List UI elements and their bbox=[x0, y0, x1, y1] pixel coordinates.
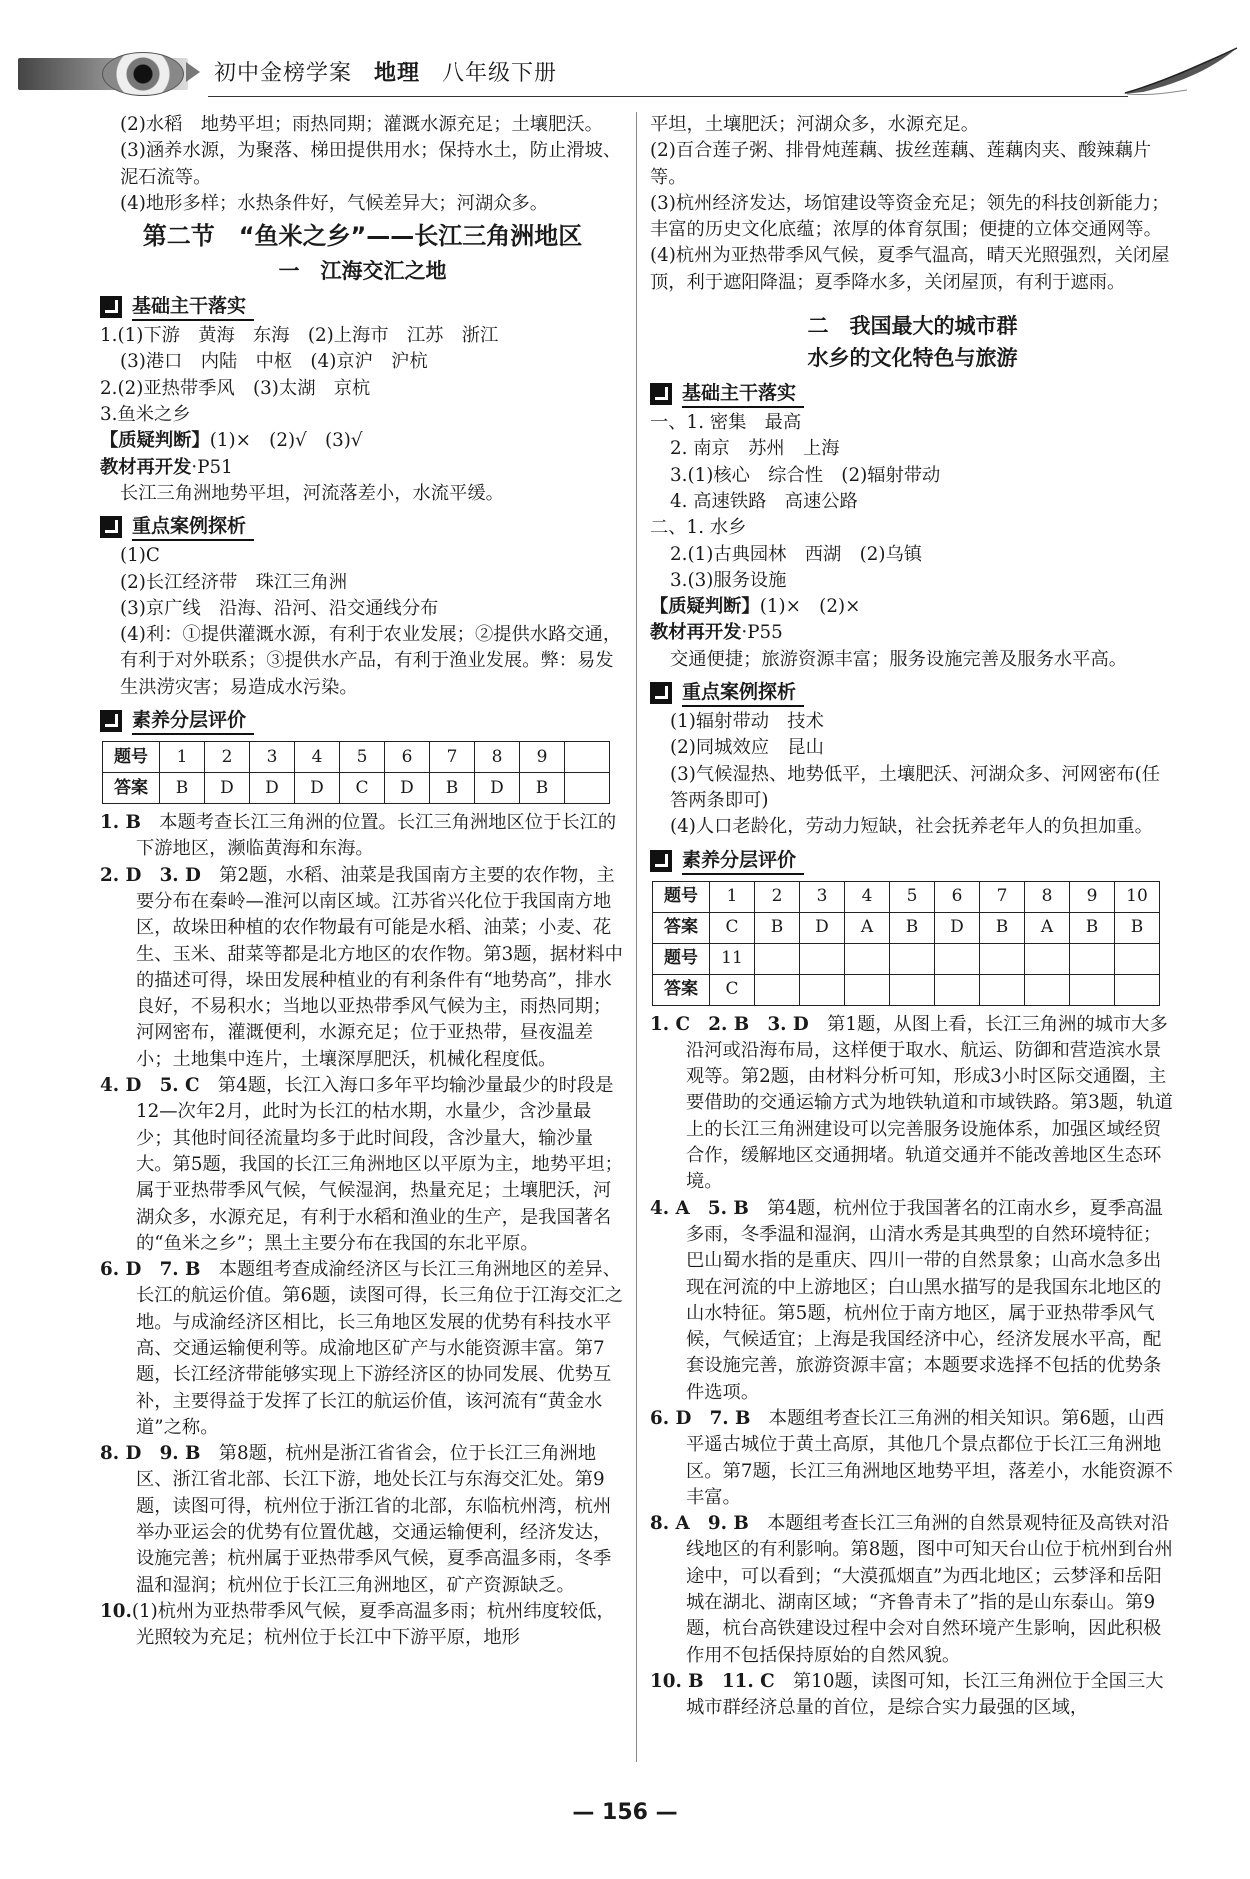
table-row: 答案 C B D A B D B A B B bbox=[653, 912, 1160, 943]
checkmark-icon bbox=[650, 850, 672, 872]
answer-text: (4)利：①提供灌溉水源，有利于农业发展；②提供水路交通，有利于对外联系；③提供水产品，有利于渔业发展。弊：易发生洪涝灾害；易造成水污染。 bbox=[120, 624, 622, 698]
answer-text: (1)C bbox=[120, 545, 160, 567]
table-row: 题号 1 2 3 4 5 6 7 8 9 10 bbox=[653, 881, 1160, 912]
subsection-title: 二 我国最大的城市群 bbox=[807, 314, 1018, 339]
explanation: 6. D 7. B 本题组考查长江三角洲的相关知识。第6题，山西平遥古城位于黄土高原，其他几个景点都位于长江三角洲地区。第7题，长江三角洲地区地势平坦，落差小，水能资源不丰富。 bbox=[650, 1407, 1173, 1508]
answer-table bbox=[652, 881, 1160, 1006]
answer-text: 4. 高速铁路 高速公路 bbox=[670, 490, 858, 512]
answer-text: (4)人口老龄化，劳动力短缺，社会抚养老年人的负担加重。 bbox=[670, 816, 1153, 838]
answer-text: (2)长江经济带 珠江三角洲 bbox=[120, 571, 347, 593]
answer-text: (3)涵养水源，为聚落、梯田提供用水；保持水土，防止滑坡、泥石流等。 bbox=[120, 140, 622, 188]
section-bar: 重点案例探析 bbox=[650, 679, 1175, 707]
table-row: 题号 11 bbox=[653, 943, 1160, 974]
checkmark-icon bbox=[100, 710, 122, 732]
explanation: 4. D 5. C 第4题，长江入海口多年平均输沙量最少的时段是12—次年2月，此时为长江的枯水期，水量少，含沙量最少；其他时间径流量均多于此时间段，含沙量大，输沙量大。第5题，我国的长江三角洲地区以平原为主，地势平坦；属于亚热带季风气候，气候湿润，热量充足；土壤肥沃，河湖众多，水源充足，有利于水稻和渔业的生产，是我国著名的“鱼米之乡”；黑土主要分布在我国的东北平原。 bbox=[100, 1075, 623, 1254]
answer-text: 二、1. 水乡 bbox=[650, 517, 747, 539]
section-bar: 基础主干落实 bbox=[100, 293, 625, 321]
answer-text: (3)气候湿热、地势低平，土壤肥沃、河湖众多、河网密布(任答两条即可) bbox=[670, 763, 1161, 811]
textbook-dev-line: 教材再开发·P55 bbox=[650, 622, 783, 644]
explanation: 1. C 2. B 3. D 第1题，从图上看，长江三角洲的城市大多沿河或沿海布局，这样便于取水、航运、防御和营造滨水景观等。第2题，由材料分析可知，形成3小时区际交通圈，主要借助的交通运输方式为地铁轨道和市域铁路。第3题，轨道上的长江三角洲建设可以完善服务设施体系，加强区域经贸合作，缓解地区交通拥堵。轨道交通并不能改善地区生态环境。 bbox=[650, 1013, 1173, 1193]
section-bar: 重点案例探析 bbox=[100, 513, 625, 541]
answer-text: 3.鱼米之乡 bbox=[100, 404, 191, 426]
section-bar: 基础主干落实 bbox=[650, 380, 1175, 408]
page-number: — 156 — bbox=[572, 1800, 678, 1825]
header-title: 初中金榜学案 地理 八年级下册 bbox=[214, 61, 558, 86]
eye-logo-icon bbox=[102, 52, 184, 96]
section-bar: 素养分层评价 bbox=[100, 707, 625, 735]
right-column bbox=[650, 112, 1175, 1722]
feather-pen-icon bbox=[1113, 46, 1243, 98]
page-header bbox=[18, 52, 1233, 100]
answer-text: 平坦，土壤肥沃；河湖众多，水源充足。 bbox=[650, 114, 980, 135]
answer-text: 长江三角洲地势平坦，河流落差小，水流平缓。 bbox=[120, 482, 504, 504]
answer-text: (2)同城效应 昆山 bbox=[670, 737, 824, 759]
answer-text: (3)杭州经济发达，场馆建设等资金充足；领先的科技创新能力；丰富的历史文化底蕴；浓厚的体育氛围；便捷的立体交通网等。 bbox=[650, 192, 1170, 241]
table-row: 答案 B D D D C D B D B bbox=[103, 773, 610, 804]
explanation: 4. A 5. B 第4题，杭州位于我国著名的江南水乡，夏季高温多雨，冬季温和湿润，山清水秀是其典型的自然环境特征；巴山蜀水指的是重庆、四川一带的自然景象；山高水急多出现在河流的中上游地区；白山黑水描写的是我国东北地区的山水特征。第5题，杭州位于南方地区，属于亚热带季风气候，气候适宜；上海是我国经济中心，经济发展水平高，配套设施完善，旅游资源丰富；本题要求选择不包括的优势条件选项。 bbox=[650, 1197, 1163, 1403]
checkmark-icon bbox=[100, 516, 122, 538]
answer-text: 2.(2)亚热带季风 (3)太湖 京杭 bbox=[100, 377, 371, 399]
section-bar: 素养分层评价 bbox=[650, 847, 1175, 875]
explanation: 8. D 9. B 第8题，杭州是浙江省省会，位于长江三角洲地区、浙江省北部、长江下游，地处长江与东海交汇处。第9题，读图可得，杭州位于浙江省的北部，东临杭州湾，杭州举办亚运会的优势有位置优越，交通运输便利，经济发达，设施完善；杭州属于亚热带季风气候，夏季高温多雨，冬季温和湿润；杭州位于长江三角洲地区，矿产资源缺乏。 bbox=[100, 1443, 612, 1596]
subsection-title: 一 江海交汇之地 bbox=[278, 259, 447, 284]
column-divider bbox=[636, 112, 637, 1762]
arrow-icon bbox=[186, 62, 200, 82]
answer-table bbox=[102, 741, 610, 804]
table-row: 题号 1 2 3 4 5 6 7 8 9 bbox=[103, 742, 610, 773]
answer-text: 交通便捷；旅游资源丰富；服务设施完善及服务水平高。 bbox=[670, 648, 1128, 670]
explanation: 10. B 11. C 第10题，读图可知，长江三角洲位于全国三大城市群经济总量的首位，是综合实力最强的区域， bbox=[650, 1670, 1164, 1719]
checkmark-icon bbox=[650, 383, 672, 405]
answer-text: 一、1. 密集 最高 bbox=[650, 412, 802, 434]
answer-text: 1.(1)下游 黄海 东海 (2)上海市 江苏 浙江 bbox=[100, 325, 499, 347]
answer-text: (2)水稻 地势平坦；雨热同期；灌溉水源充足；土壤肥沃。 bbox=[120, 114, 603, 135]
answer-text: (4)地形多样；水热条件好，气候差异大；河湖众多。 bbox=[120, 192, 549, 214]
explanation: 10.(1)杭州为亚热带季风气候，夏季高温多雨；杭州纬度较低，光照较为充足；杭州位于长江中下游平原，地形 bbox=[100, 1600, 615, 1649]
explanation: 1. B 本题考查长江三角洲的位置。长江三角洲地区位于长江的下游地区，濒临黄海和东海。 bbox=[100, 812, 617, 860]
judge-line: 【质疑判断】(1)× (2)× bbox=[650, 596, 861, 618]
answer-text: (2)百合莲子粥、排骨炖莲藕、拔丝莲藕、莲藕肉夹、酸辣藕片等。 bbox=[650, 140, 1152, 188]
answer-text: 3.(3)服务设施 bbox=[670, 569, 787, 591]
judge-line: 【质疑判断】(1)× (2)√ (3)√ bbox=[100, 430, 363, 452]
answer-text: (3)港口 内陆 中枢 (4)京沪 沪杭 bbox=[120, 351, 428, 373]
table-row: 答案 C bbox=[653, 974, 1160, 1005]
answer-text: 2. 南京 苏州 上海 bbox=[670, 438, 840, 460]
subsection-title: 水乡的文化特色与旅游 bbox=[807, 346, 1018, 371]
answer-text: 2.(1)古典园林 西湖 (2)乌镇 bbox=[670, 543, 923, 565]
left-column bbox=[100, 112, 625, 1652]
explanation: 8. A 9. B 本题组考查长江三角洲的自然景观特征及高铁对沿线地区的有利影响。第8题，图中可知天台山位于杭州到台州途中，可以看到；“大漠孤烟直”为西北地区；云梦泽和岳阳城在湖北、湖南区域；“齐鲁青未了”指的是山东泰山。第9题，杭台高铁建设过程中会对自然环境产生影响，因此积极作用不包括保持原始的自然风貌。 bbox=[650, 1513, 1173, 1666]
checkmark-icon bbox=[100, 296, 122, 318]
explanation: 6. D 7. B 本题组考查成渝经济区与长江三角洲地区的差异、长江的航运价值。第6题，读图可得，长三角位于江海交汇之地。与成渝经济区相比，长三角地区发展的优势有科技水平高、交通运输便利等。成渝地区矿产与水能资源丰富。第7题，长江经济带能够实现上下游经济区的协同发展、优势互补，主要得益于发挥了长江的航运价值，该河流有“黄金水道”之称。 bbox=[100, 1259, 623, 1438]
answer-text: 3.(1)核心 综合性 (2)辐射带动 bbox=[670, 464, 941, 486]
answer-text: (3)京广线 沿海、沿河、沿交通线分布 bbox=[120, 597, 439, 619]
answer-text: (1)辐射带动 技术 bbox=[670, 711, 824, 733]
section-title: 第二节 “鱼米之乡”——长江三角洲地区 bbox=[142, 222, 583, 251]
header-rule bbox=[208, 96, 1128, 97]
textbook-dev-line: 教材再开发·P51 bbox=[100, 456, 233, 478]
answer-text: (4)杭州为亚热带季风气候，夏季气温高，晴天光照强烈，关闭屋顶，利于遮阳降温；夏季降水多，关闭屋顶，有利于遮雨。 bbox=[650, 245, 1170, 293]
explanation: 2. D 3. D 第2题，水稻、油菜是我国南方主要的农作物，主要分布在秦岭—淮河以南区域。江苏省兴化位于我国南方地区，故垛田种植的农作物最有可能是水稻、油菜；小麦、花生、玉米、甜菜等都是北方地区的农作物。第3题，据材料中的描述可得，垛田发展种植业的有利条件有“地势高”，排水良好，不易积水；当地以亚热带季风气候为主，雨热同期；河网密布，灌溉便利，水源充足；位于亚热带，昼夜温差小；土地集中连片，土壤深厚肥沃，机械化程度低。 bbox=[100, 864, 623, 1070]
checkmark-icon bbox=[650, 682, 672, 704]
